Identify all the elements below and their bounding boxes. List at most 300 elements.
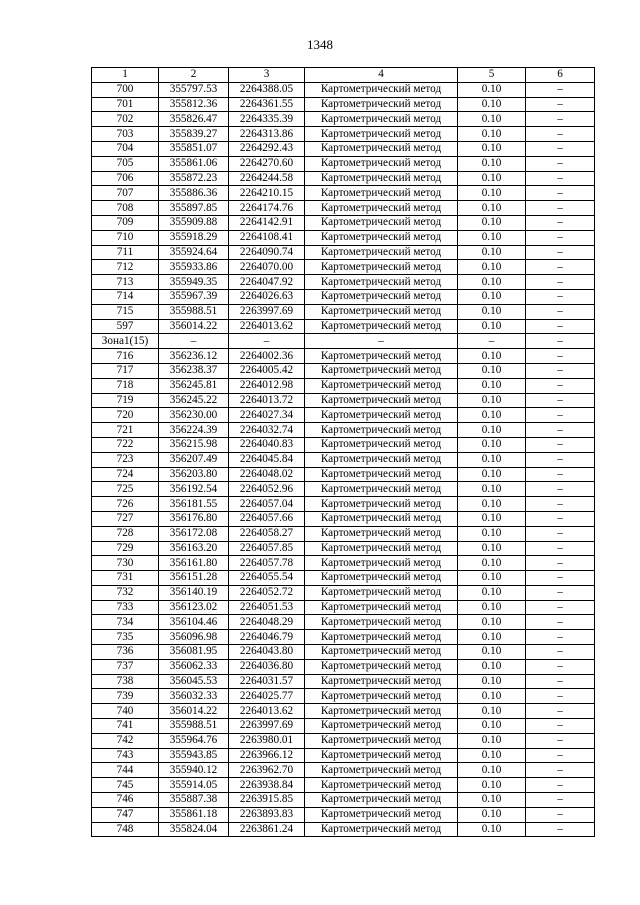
note-cell: – [526, 630, 595, 645]
method-cell: Картометрический метод [305, 245, 458, 260]
x-coordinate-cell: 356238.37 [159, 363, 229, 378]
x-coordinate-cell: 356203.80 [159, 467, 229, 482]
x-coordinate-cell: 355918.29 [159, 230, 229, 245]
y-coordinate-cell: 2263966.12 [229, 748, 305, 763]
note-cell: – [526, 615, 595, 630]
point-number-cell: 732 [92, 585, 159, 600]
point-number-cell: 723 [92, 452, 159, 467]
method-cell: Картометрический метод [305, 526, 458, 541]
point-number-cell: 735 [92, 630, 159, 645]
method-cell: Картометрический метод [305, 186, 458, 201]
table-row [92, 467, 595, 482]
point-number-cell: 707 [92, 186, 159, 201]
note-cell: – [526, 437, 595, 452]
table-row [92, 334, 595, 349]
accuracy-cell: 0.10 [458, 585, 526, 600]
accuracy-cell: 0.10 [458, 97, 526, 112]
point-number-cell: 709 [92, 215, 159, 230]
point-number-cell: 713 [92, 275, 159, 290]
table-row [92, 511, 595, 526]
accuracy-cell: 0.10 [458, 615, 526, 630]
table-row [92, 437, 595, 452]
accuracy-cell: 0.10 [458, 556, 526, 571]
method-cell: Картометрический метод [305, 275, 458, 290]
point-number-cell: 747 [92, 807, 159, 822]
table-row [92, 600, 595, 615]
point-number-cell: 715 [92, 304, 159, 319]
y-coordinate-cell: 2264048.02 [229, 467, 305, 482]
method-cell: Картометрический метод [305, 423, 458, 438]
note-cell: – [526, 171, 595, 186]
x-coordinate-cell: 355897.85 [159, 201, 229, 216]
table-row [92, 541, 595, 556]
y-coordinate-cell: 2263893.83 [229, 807, 305, 822]
note-cell: – [526, 793, 595, 808]
point-number-cell: 721 [92, 423, 159, 438]
note-cell: – [526, 393, 595, 408]
x-coordinate-cell: 355824.04 [159, 822, 229, 837]
method-cell: Картометрический метод [305, 408, 458, 423]
table-row [92, 141, 595, 156]
note-cell: – [526, 645, 595, 660]
table-row [92, 452, 595, 467]
y-coordinate-cell: 2264388.05 [229, 82, 305, 97]
table-row [92, 319, 595, 334]
y-coordinate-cell: 2264142.91 [229, 215, 305, 230]
x-coordinate-cell: 355812.36 [159, 97, 229, 112]
method-cell: Картометрический метод [305, 437, 458, 452]
x-coordinate-cell: 355914.05 [159, 778, 229, 793]
table-row [92, 82, 595, 97]
note-cell: – [526, 304, 595, 319]
table-row [92, 423, 595, 438]
point-number-cell: 734 [92, 615, 159, 630]
point-number-cell: 743 [92, 748, 159, 763]
accuracy-cell: 0.10 [458, 112, 526, 127]
x-coordinate-cell: 356096.98 [159, 630, 229, 645]
y-coordinate-cell: 2264210.15 [229, 186, 305, 201]
table-row [92, 807, 595, 822]
method-cell: Картометрический метод [305, 467, 458, 482]
accuracy-cell: 0.10 [458, 156, 526, 171]
table-row [92, 260, 595, 275]
x-coordinate-cell: 355988.51 [159, 719, 229, 734]
x-coordinate-cell: 355967.39 [159, 289, 229, 304]
accuracy-cell: 0.10 [458, 526, 526, 541]
y-coordinate-cell: 2264292.43 [229, 141, 305, 156]
y-coordinate-cell: 2264002.36 [229, 349, 305, 364]
x-coordinate-cell: 356081.95 [159, 645, 229, 660]
accuracy-cell: 0.10 [458, 289, 526, 304]
table-row [92, 822, 595, 837]
note-cell: – [526, 659, 595, 674]
accuracy-cell: 0.10 [458, 733, 526, 748]
point-number-cell: 727 [92, 511, 159, 526]
table-row [92, 349, 595, 364]
method-cell: Картометрический метод [305, 585, 458, 600]
accuracy-cell: 0.10 [458, 571, 526, 586]
method-cell: Картометрический метод [305, 349, 458, 364]
note-cell: – [526, 423, 595, 438]
accuracy-cell: 0.10 [458, 511, 526, 526]
table-row [92, 526, 595, 541]
table-header-row [92, 68, 595, 83]
x-coordinate-cell: 356032.33 [159, 689, 229, 704]
note-cell: – [526, 807, 595, 822]
point-number-cell: 720 [92, 408, 159, 423]
table-row [92, 585, 595, 600]
table-row [92, 645, 595, 660]
table-row [92, 571, 595, 586]
accuracy-cell: 0.10 [458, 82, 526, 97]
point-number-cell: 712 [92, 260, 159, 275]
note-cell: – [526, 215, 595, 230]
point-number-cell: 701 [92, 97, 159, 112]
y-coordinate-cell: 2263962.70 [229, 763, 305, 778]
accuracy-cell: 0.10 [458, 408, 526, 423]
point-number-cell: 716 [92, 349, 159, 364]
table-row [92, 408, 595, 423]
y-coordinate-cell: 2263997.69 [229, 719, 305, 734]
method-cell: Картометрический метод [305, 659, 458, 674]
point-number-cell: 711 [92, 245, 159, 260]
accuracy-cell: 0.10 [458, 822, 526, 837]
method-cell: Картометрический метод [305, 748, 458, 763]
note-cell: – [526, 763, 595, 778]
point-number-cell: 744 [92, 763, 159, 778]
point-number-cell: 714 [92, 289, 159, 304]
accuracy-cell: 0.10 [458, 748, 526, 763]
table-row [92, 378, 595, 393]
note-cell: – [526, 82, 595, 97]
accuracy-cell: 0.10 [458, 659, 526, 674]
point-number-cell: 704 [92, 141, 159, 156]
x-coordinate-cell: 355924.64 [159, 245, 229, 260]
x-coordinate-cell: 355839.27 [159, 127, 229, 142]
x-coordinate-cell: 355861.06 [159, 156, 229, 171]
point-number-cell: 738 [92, 674, 159, 689]
y-coordinate-cell: – [229, 334, 305, 349]
point-number-cell: 708 [92, 201, 159, 216]
column-header-4: 4 [305, 68, 458, 83]
point-number-cell: 597 [92, 319, 159, 334]
y-coordinate-cell: 2264025.77 [229, 689, 305, 704]
method-cell: Картометрический метод [305, 156, 458, 171]
point-number-cell: 710 [92, 230, 159, 245]
note-cell: – [526, 556, 595, 571]
method-cell: Картометрический метод [305, 82, 458, 97]
x-coordinate-cell: 356176.80 [159, 511, 229, 526]
method-cell: Картометрический метод [305, 719, 458, 734]
note-cell: – [526, 585, 595, 600]
x-coordinate-cell: 355949.35 [159, 275, 229, 290]
table-row [92, 215, 595, 230]
table-row [92, 497, 595, 512]
accuracy-cell: 0.10 [458, 393, 526, 408]
table-row [92, 778, 595, 793]
x-coordinate-cell: 355943.85 [159, 748, 229, 763]
table-row [92, 615, 595, 630]
y-coordinate-cell: 2264013.62 [229, 704, 305, 719]
x-coordinate-cell: 355861.18 [159, 807, 229, 822]
table-row [92, 689, 595, 704]
table-row [92, 201, 595, 216]
table-row [92, 245, 595, 260]
x-coordinate-cell: 356045.53 [159, 674, 229, 689]
x-coordinate-cell: 356192.54 [159, 482, 229, 497]
note-cell: – [526, 600, 595, 615]
x-coordinate-cell: 356151.28 [159, 571, 229, 586]
point-number-cell: Зона1(15) [92, 334, 159, 349]
y-coordinate-cell: 2264052.96 [229, 482, 305, 497]
method-cell: Картометрический метод [305, 304, 458, 319]
column-header-2: 2 [159, 68, 229, 83]
accuracy-cell: – [458, 334, 526, 349]
y-coordinate-cell: 2263980.01 [229, 733, 305, 748]
point-number-cell: 726 [92, 497, 159, 512]
point-number-cell: 722 [92, 437, 159, 452]
note-cell: – [526, 748, 595, 763]
column-header-5: 5 [458, 68, 526, 83]
column-header-1: 1 [92, 68, 159, 83]
x-coordinate-cell: 356181.55 [159, 497, 229, 512]
table-row [92, 556, 595, 571]
accuracy-cell: 0.10 [458, 689, 526, 704]
x-coordinate-cell: 356230.00 [159, 408, 229, 423]
y-coordinate-cell: 2263938.84 [229, 778, 305, 793]
x-coordinate-cell: 356140.19 [159, 585, 229, 600]
accuracy-cell: 0.10 [458, 437, 526, 452]
point-number-cell: 736 [92, 645, 159, 660]
x-coordinate-cell: 356215.98 [159, 437, 229, 452]
method-cell: Картометрический метод [305, 615, 458, 630]
note-cell: – [526, 733, 595, 748]
table-row [92, 393, 595, 408]
column-header-3: 3 [229, 68, 305, 83]
point-number-cell: 741 [92, 719, 159, 734]
y-coordinate-cell: 2264057.78 [229, 556, 305, 571]
x-coordinate-cell: – [159, 334, 229, 349]
note-cell: – [526, 408, 595, 423]
accuracy-cell: 0.10 [458, 363, 526, 378]
method-cell: Картометрический метод [305, 319, 458, 334]
y-coordinate-cell: 2264313.86 [229, 127, 305, 142]
method-cell: Картометрический метод [305, 822, 458, 837]
accuracy-cell: 0.10 [458, 763, 526, 778]
y-coordinate-cell: 2263861.24 [229, 822, 305, 837]
table-row [92, 704, 595, 719]
point-number-cell: 746 [92, 793, 159, 808]
x-coordinate-cell: 356236.12 [159, 349, 229, 364]
column-header-6: 6 [526, 68, 595, 83]
accuracy-cell: 0.10 [458, 201, 526, 216]
table-row [92, 793, 595, 808]
note-cell: – [526, 778, 595, 793]
note-cell: – [526, 378, 595, 393]
y-coordinate-cell: 2264036.80 [229, 659, 305, 674]
accuracy-cell: 0.10 [458, 127, 526, 142]
x-coordinate-cell: 356014.22 [159, 704, 229, 719]
table-row [92, 482, 595, 497]
y-coordinate-cell: 2264244.58 [229, 171, 305, 186]
x-coordinate-cell: 356172.08 [159, 526, 229, 541]
method-cell: Картометрический метод [305, 689, 458, 704]
point-number-cell: 733 [92, 600, 159, 615]
table-row [92, 156, 595, 171]
x-coordinate-cell: 355988.51 [159, 304, 229, 319]
accuracy-cell: 0.10 [458, 452, 526, 467]
point-number-cell: 717 [92, 363, 159, 378]
point-number-cell: 700 [92, 82, 159, 97]
accuracy-cell: 0.10 [458, 497, 526, 512]
note-cell: – [526, 363, 595, 378]
note-cell: – [526, 334, 595, 349]
accuracy-cell: 0.10 [458, 378, 526, 393]
method-cell: Картометрический метод [305, 704, 458, 719]
note-cell: – [526, 704, 595, 719]
point-number-cell: 737 [92, 659, 159, 674]
y-coordinate-cell: 2264032.74 [229, 423, 305, 438]
note-cell: – [526, 526, 595, 541]
accuracy-cell: 0.10 [458, 541, 526, 556]
method-cell: Картометрический метод [305, 600, 458, 615]
x-coordinate-cell: 356224.39 [159, 423, 229, 438]
y-coordinate-cell: 2264058.27 [229, 526, 305, 541]
x-coordinate-cell: 356104.46 [159, 615, 229, 630]
method-cell: Картометрический метод [305, 511, 458, 526]
y-coordinate-cell: 2264108.41 [229, 230, 305, 245]
method-cell: Картометрический метод [305, 112, 458, 127]
note-cell: – [526, 112, 595, 127]
table-row [92, 363, 595, 378]
table-row [92, 630, 595, 645]
accuracy-cell: 0.10 [458, 778, 526, 793]
table-body [92, 82, 595, 837]
point-number-cell: 740 [92, 704, 159, 719]
method-cell: Картометрический метод [305, 215, 458, 230]
note-cell: – [526, 141, 595, 156]
method-cell: Картометрический метод [305, 97, 458, 112]
point-number-cell: 724 [92, 467, 159, 482]
accuracy-cell: 0.10 [458, 304, 526, 319]
x-coordinate-cell: 356161.80 [159, 556, 229, 571]
note-cell: – [526, 452, 595, 467]
x-coordinate-cell: 356014.22 [159, 319, 229, 334]
method-cell: Картометрический метод [305, 260, 458, 275]
y-coordinate-cell: 2264270.60 [229, 156, 305, 171]
y-coordinate-cell: 2264047.92 [229, 275, 305, 290]
y-coordinate-cell: 2264048.29 [229, 615, 305, 630]
x-coordinate-cell: 355887.38 [159, 793, 229, 808]
y-coordinate-cell: 2264052.72 [229, 585, 305, 600]
y-coordinate-cell: 2263915.85 [229, 793, 305, 808]
point-number-cell: 719 [92, 393, 159, 408]
y-coordinate-cell: 2264361.55 [229, 97, 305, 112]
accuracy-cell: 0.10 [458, 719, 526, 734]
x-coordinate-cell: 356163.20 [159, 541, 229, 556]
page-number: 1348 [307, 37, 333, 52]
note-cell: – [526, 186, 595, 201]
x-coordinate-cell: 355933.86 [159, 260, 229, 275]
method-cell: Картометрический метод [305, 556, 458, 571]
accuracy-cell: 0.10 [458, 482, 526, 497]
method-cell: Картометрический метод [305, 363, 458, 378]
point-number-cell: 729 [92, 541, 159, 556]
method-cell: Картометрический метод [305, 171, 458, 186]
point-number-cell: 748 [92, 822, 159, 837]
x-coordinate-cell: 355872.23 [159, 171, 229, 186]
accuracy-cell: 0.10 [458, 467, 526, 482]
point-number-cell: 739 [92, 689, 159, 704]
point-number-cell: 702 [92, 112, 159, 127]
note-cell: – [526, 245, 595, 260]
method-cell: Картометрический метод [305, 497, 458, 512]
y-coordinate-cell: 2264055.54 [229, 571, 305, 586]
point-number-cell: 730 [92, 556, 159, 571]
method-cell: Картометрический метод [305, 482, 458, 497]
x-coordinate-cell: 355964.76 [159, 733, 229, 748]
y-coordinate-cell: 2264013.62 [229, 319, 305, 334]
note-cell: – [526, 319, 595, 334]
point-number-cell: 725 [92, 482, 159, 497]
point-number-cell: 742 [92, 733, 159, 748]
point-number-cell: 703 [92, 127, 159, 142]
method-cell: Картометрический метод [305, 541, 458, 556]
y-coordinate-cell: 2264070.00 [229, 260, 305, 275]
table-row [92, 186, 595, 201]
coordinates-table [91, 67, 595, 837]
note-cell: – [526, 275, 595, 290]
note-cell: – [526, 719, 595, 734]
note-cell: – [526, 467, 595, 482]
method-cell: – [305, 334, 458, 349]
note-cell: – [526, 230, 595, 245]
note-cell: – [526, 571, 595, 586]
accuracy-cell: 0.10 [458, 171, 526, 186]
accuracy-cell: 0.10 [458, 245, 526, 260]
table-row [92, 733, 595, 748]
note-cell: – [526, 482, 595, 497]
table-row [92, 674, 595, 689]
y-coordinate-cell: 2264045.84 [229, 452, 305, 467]
note-cell: – [526, 541, 595, 556]
x-coordinate-cell: 355826.47 [159, 112, 229, 127]
table-row [92, 275, 595, 290]
table-row [92, 97, 595, 112]
accuracy-cell: 0.10 [458, 704, 526, 719]
point-number-cell: 718 [92, 378, 159, 393]
accuracy-cell: 0.10 [458, 793, 526, 808]
accuracy-cell: 0.10 [458, 141, 526, 156]
accuracy-cell: 0.10 [458, 423, 526, 438]
table-row [92, 171, 595, 186]
x-coordinate-cell: 355797.53 [159, 82, 229, 97]
y-coordinate-cell: 2264027.34 [229, 408, 305, 423]
table-row [92, 289, 595, 304]
note-cell: – [526, 349, 595, 364]
accuracy-cell: 0.10 [458, 319, 526, 334]
table-row [92, 127, 595, 142]
x-coordinate-cell: 356062.33 [159, 659, 229, 674]
note-cell: – [526, 289, 595, 304]
method-cell: Картометрический метод [305, 733, 458, 748]
table-row [92, 230, 595, 245]
table-row [92, 304, 595, 319]
accuracy-cell: 0.10 [458, 674, 526, 689]
note-cell: – [526, 497, 595, 512]
x-coordinate-cell: 355886.36 [159, 186, 229, 201]
accuracy-cell: 0.10 [458, 645, 526, 660]
